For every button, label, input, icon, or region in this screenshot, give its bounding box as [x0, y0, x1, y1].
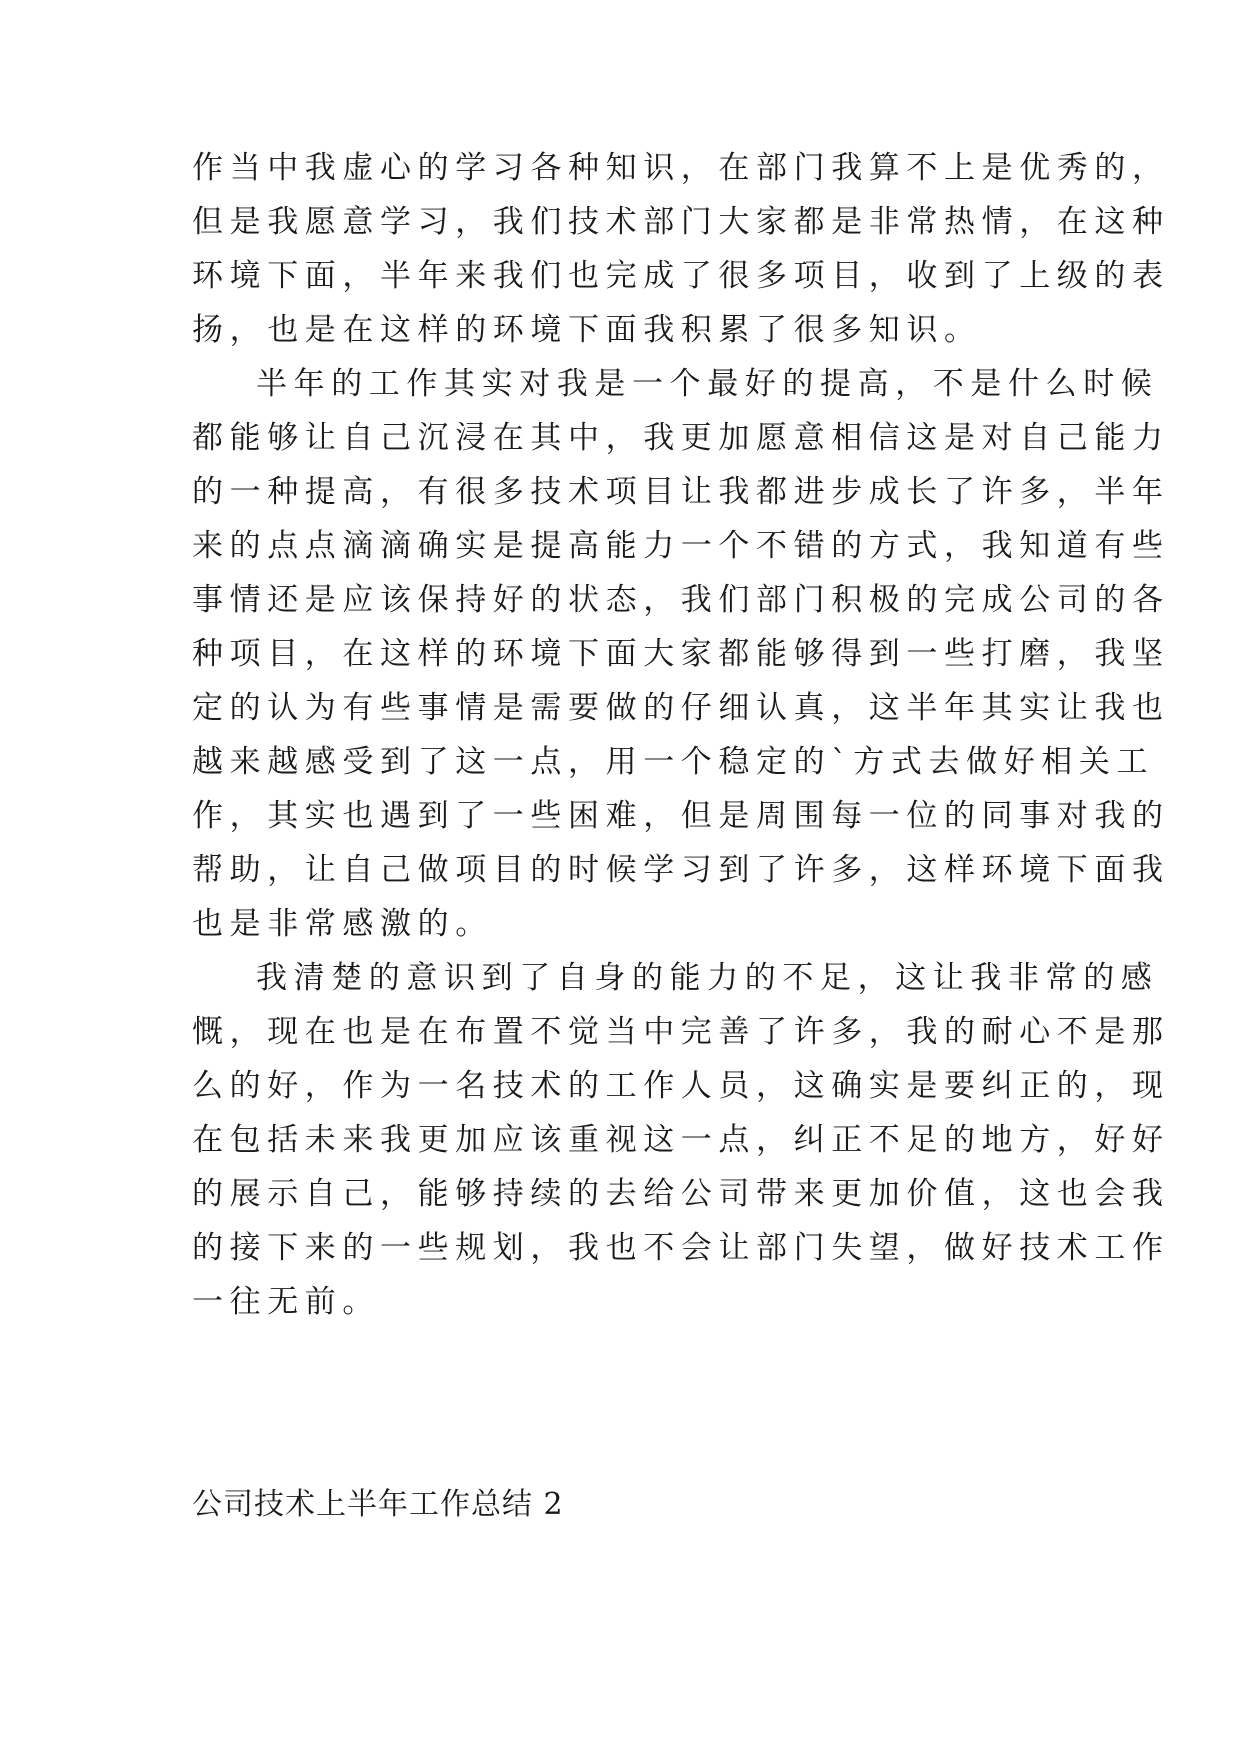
paragraph-3-line-7: 一往无前。	[192, 1284, 380, 1320]
paragraph-2-line-8: 越来越感受到了这一点，用一个稳定的`方式去做好相关工	[192, 744, 1155, 780]
paragraph-1-line-2: 但是我愿意学习，我们技术部门大家都是非常热情，在这种	[192, 204, 1170, 240]
paragraph-1-line-3: 环境下面，半年来我们也完成了很多项目，收到了上级的表	[192, 258, 1170, 294]
paragraph-2-line-2: 都能够让自己沉浸在其中，我更加愿意相信这是对自己能力	[192, 420, 1170, 456]
paragraph-3-line-1: 我清楚的意识到了自身的能力的不足，这让我非常的感	[256, 960, 1159, 996]
paragraph-2-line-9: 作，其实也遇到了一些困难，但是周围每一位的同事对我的	[192, 798, 1170, 834]
paragraph-1-line-1: 作当中我虚心的学习各种知识，在部门我算不上是优秀的，	[192, 150, 1170, 186]
paragraph-1-line-4: 扬，也是在这样的环境下面我积累了很多知识。	[192, 312, 982, 348]
section-heading: 公司技术上半年工作总结 2	[192, 1487, 564, 1522]
paragraph-3-line-5: 的展示自己，能够持续的去给公司带来更加价值，这也会我	[192, 1176, 1170, 1212]
paragraph-2-line-7: 定的认为有些事情是需要做的仔细认真，这半年其实让我也	[192, 690, 1170, 726]
paragraph-2-line-3: 的一种提高，有很多技术项目让我都进步成长了许多，半年	[192, 474, 1170, 510]
paragraph-2-line-1: 半年的工作其实对我是一个最好的提高，不是什么时候	[256, 366, 1159, 402]
paragraph-3-line-2: 慨，现在也是在布置不觉当中完善了许多，我的耐心不是那	[192, 1014, 1170, 1050]
paragraph-2-line-4: 来的点点滴滴确实是提高能力一个不错的方式，我知道有些	[192, 528, 1170, 564]
paragraph-3-line-4: 在包括未来我更加应该重视这一点，纠正不足的地方，好好	[192, 1122, 1170, 1158]
paragraph-2-line-6: 种项目，在这样的环境下面大家都能够得到一些打磨，我坚	[192, 636, 1170, 672]
paragraph-3-line-6: 的接下来的一些规划，我也不会让部门失望，做好技术工作	[192, 1230, 1170, 1266]
paragraph-2-line-10: 帮助，让自己做项目的时候学习到了许多，这样环境下面我	[192, 852, 1170, 888]
paragraph-3-line-3: 么的好，作为一名技术的工作人员，这确实是要纠正的，现	[192, 1068, 1170, 1104]
paragraph-2-line-11: 也是非常感激的。	[192, 906, 493, 942]
paragraph-2-line-5: 事情还是应该保持好的状态，我们部门积极的完成公司的各	[192, 582, 1170, 618]
